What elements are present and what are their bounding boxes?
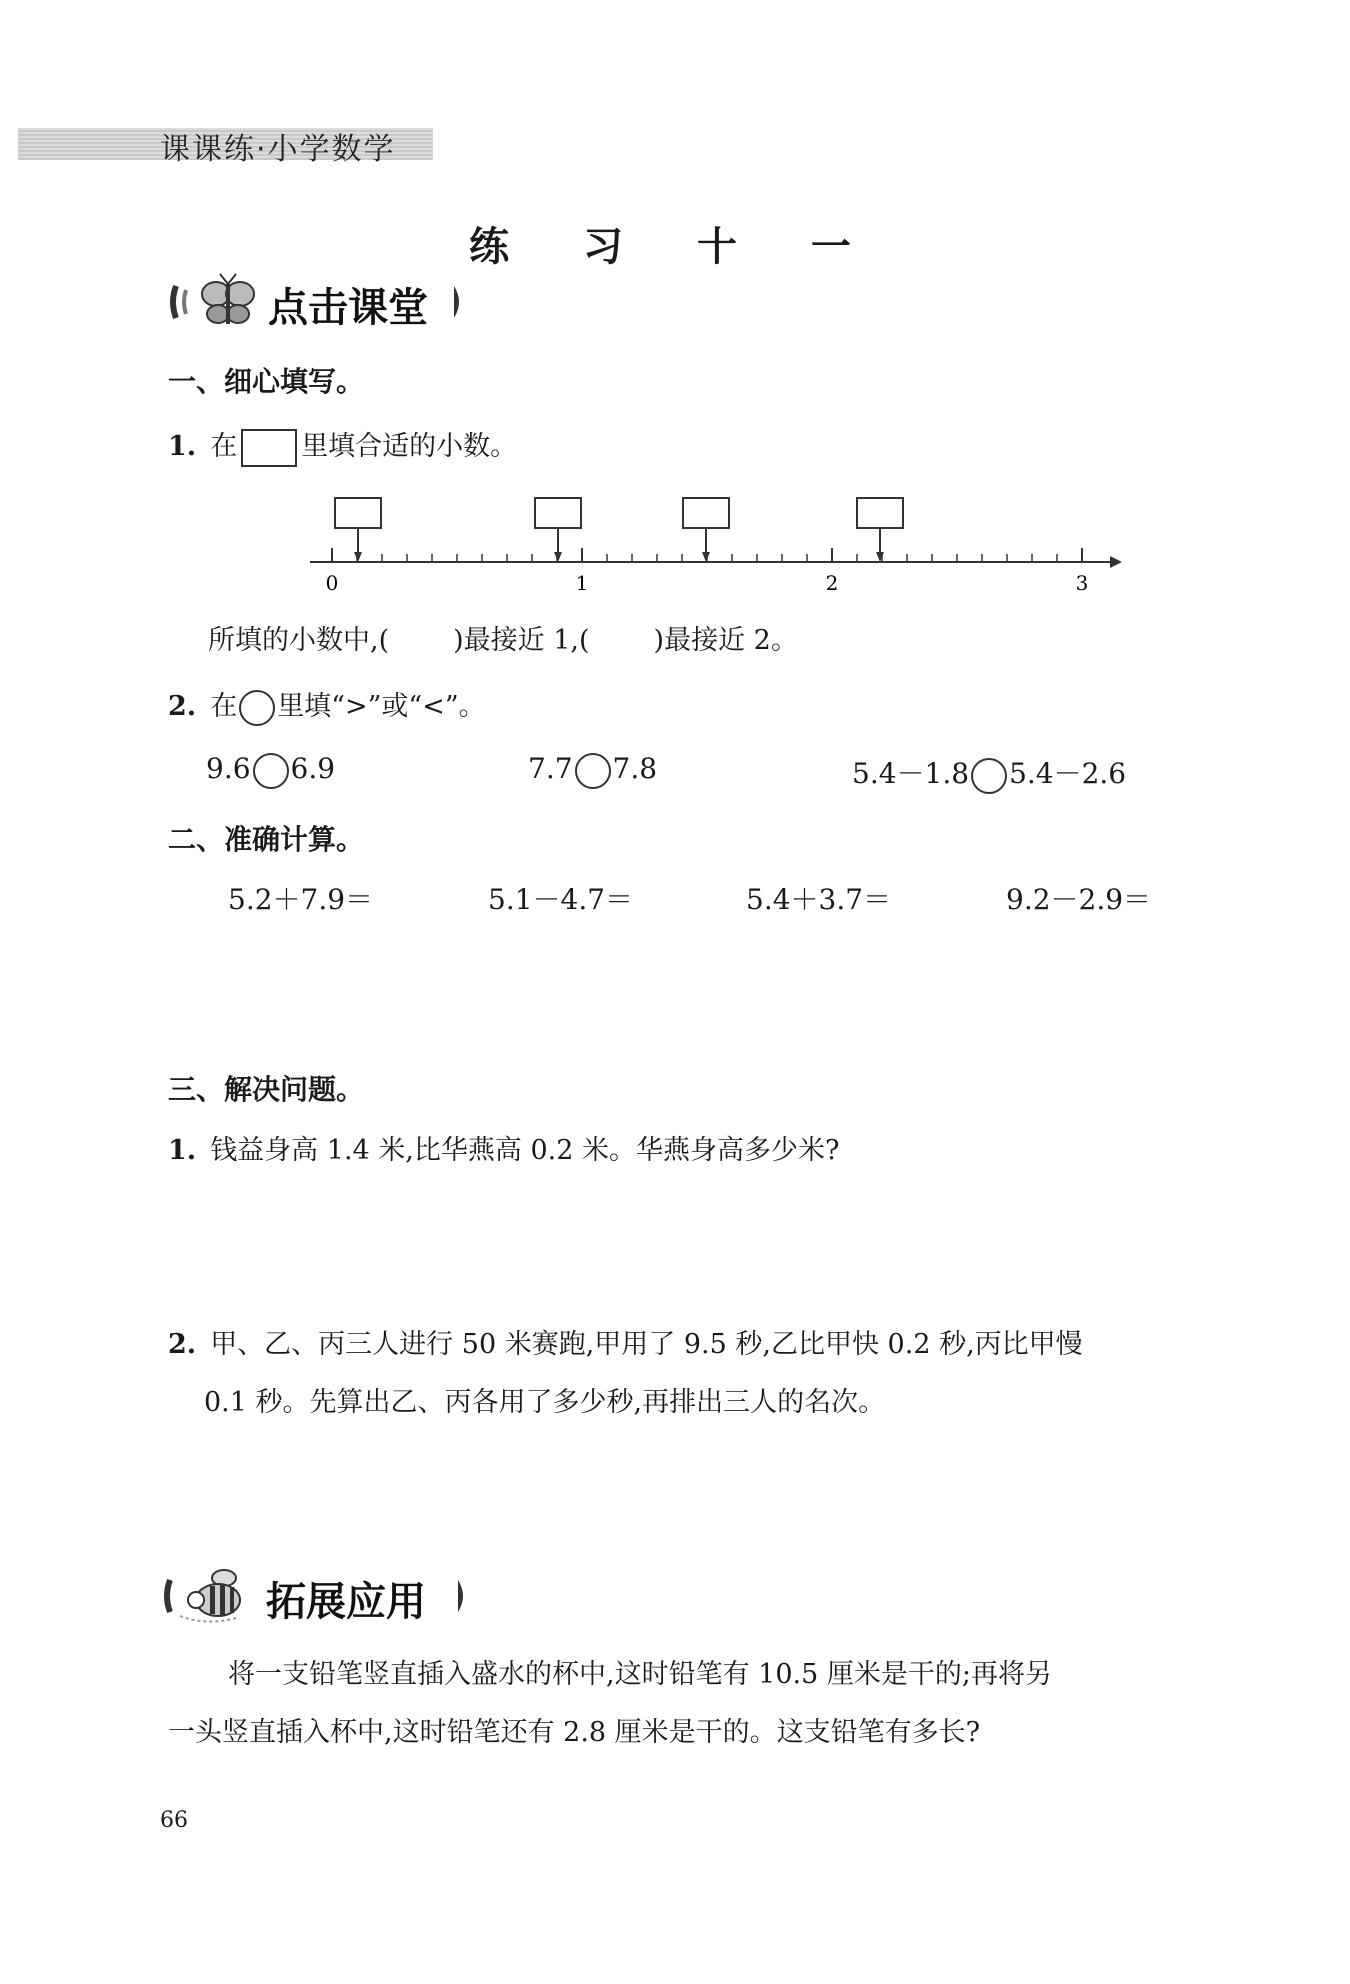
compare-circle-icon: [971, 758, 1007, 794]
question-1-2: [168, 684, 486, 726]
circle-icon: [239, 690, 275, 726]
section-banner-extension: [162, 1566, 472, 1626]
butterfly-icon: [196, 272, 260, 332]
book-title: 课课练·小学数学: [160, 132, 396, 167]
question-number: 2.: [168, 1329, 197, 1360]
calc-expression: 5.1－4.7＝: [488, 883, 634, 916]
banner-title: 拓展应用: [266, 1579, 426, 1625]
part1-heading: 一、细心填写。: [168, 365, 365, 398]
compare-item-2: [528, 752, 657, 789]
question-3-1: [168, 1128, 839, 1167]
question-1-1-sentence: [208, 618, 798, 657]
compare-item-1: [206, 752, 335, 789]
number-line-arrow-icon: [1110, 556, 1122, 568]
sentence-part-a: 所填的小数中,(: [208, 625, 390, 656]
question-prefix: 在: [210, 431, 238, 462]
page-number: 66: [160, 1808, 188, 1833]
calc-expression: 5.4＋3.7＝: [746, 883, 892, 916]
question-number: 1.: [168, 1135, 197, 1166]
sentence-part-c: )最接近 2。: [653, 625, 798, 656]
calc-expression: 5.2＋7.9＝: [228, 883, 374, 916]
tick-label-1: 1: [575, 571, 589, 595]
bee-icon: [176, 1566, 256, 1626]
blank-box-2: [535, 498, 581, 562]
blank-box-1: [335, 498, 381, 562]
compare-right: 7.8: [612, 752, 658, 785]
question-number: 2.: [168, 691, 197, 722]
question-suffix: 里填“>”或“<”。: [277, 691, 486, 722]
part2-heading: 二、准确计算。: [168, 823, 365, 856]
compare-right: 6.9: [290, 752, 336, 785]
compare-left: 5.4－1.8: [852, 757, 970, 790]
tick-label-2: 2: [825, 571, 839, 595]
question-3-2-line2: 0.1 秒。先算出乙、丙各用了多少秒,再排出三人的名次。: [204, 1387, 886, 1418]
extension-line-1: 将一支铅笔竖直插入盛水的杯中,这时铅笔有 10.5 厘米是干的;再将另: [228, 1659, 1052, 1690]
section-banner-classroom: [168, 272, 468, 332]
part3-heading: 三、解决问题。: [168, 1073, 365, 1106]
compare-circle-icon: [253, 753, 289, 789]
question-prefix: 在: [210, 691, 238, 722]
banner-title: 点击课堂: [268, 285, 428, 331]
answer-box-icon: [241, 429, 297, 467]
sentence-part-b: )最接近 1,(: [453, 625, 590, 656]
compare-right: 5.4－2.6: [1009, 757, 1127, 790]
question-suffix: 里填合适的小数。: [301, 431, 518, 462]
number-line: [300, 490, 1130, 600]
question-number: 1.: [168, 431, 197, 462]
extension-line-2: 一头竖直插入杯中,这时铅笔还有 2.8 厘米是干的。这支铅笔有多长?: [168, 1717, 981, 1748]
compare-circle-icon: [575, 753, 611, 789]
blank-box-3: [683, 498, 729, 562]
calc-expression: 9.2－2.9＝: [1006, 883, 1152, 916]
question-text: 钱益身高 1.4 米,比华燕高 0.2 米。华燕身高多少米?: [210, 1135, 840, 1166]
question-1-1: [168, 424, 517, 467]
page-title: 练 习 十 一: [469, 224, 881, 270]
compare-item-3: [852, 752, 1126, 794]
tick-label-0: 0: [325, 571, 339, 595]
compare-left: 7.7: [528, 752, 573, 785]
tick-label-3: 3: [1075, 571, 1089, 595]
question-3-2-line1: [168, 1322, 1083, 1361]
compare-left: 9.6: [206, 752, 251, 785]
question-text: 甲、乙、丙三人进行 50 米赛跑,甲用了 9.5 秒,乙比甲快 0.2 秒,丙比甲慢: [210, 1329, 1083, 1360]
blank-box-4: [857, 498, 903, 562]
